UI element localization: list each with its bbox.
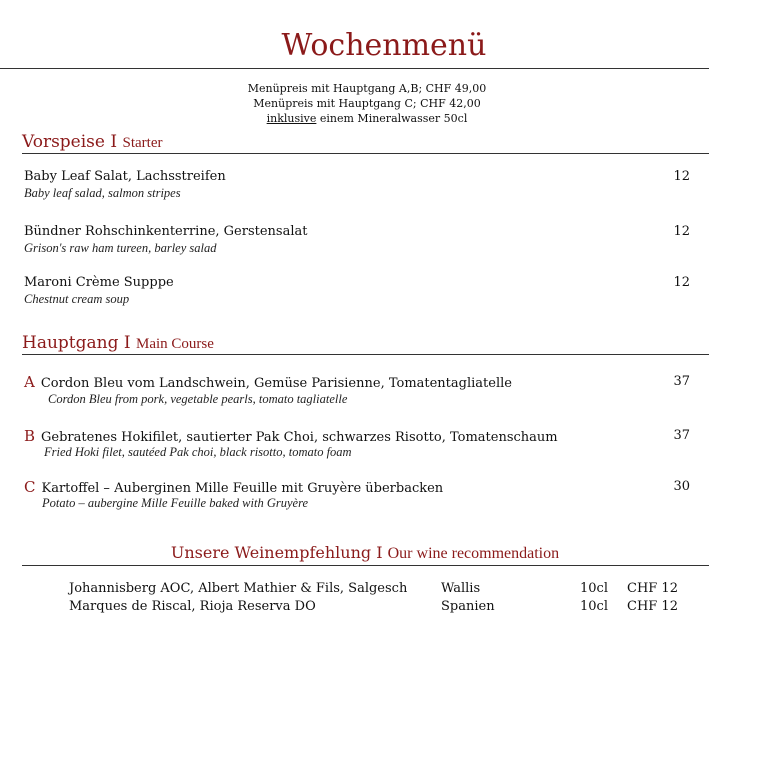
main-item-c-translation: Potato – aubergine Mille Feuille baked with Gruyère bbox=[42, 496, 309, 510]
pricing-line-included bbox=[0, 111, 734, 126]
starter-item-2-name: Bündner Rohschinkenterrine, Gerstensalat bbox=[24, 224, 308, 239]
main-item-b-letter: B bbox=[24, 427, 36, 445]
wine-1-size: 10cl bbox=[580, 581, 608, 596]
pricing-info bbox=[0, 81, 734, 126]
wine-1-region: Wallis bbox=[441, 581, 481, 596]
starter-item-3-name: Maroni Crème Supppe bbox=[24, 275, 174, 290]
starter-item-1-name: Baby Leaf Salat, Lachsstreifen bbox=[24, 169, 226, 184]
main-item-b-price: 37 bbox=[673, 428, 690, 443]
wine-heading-de: Unsere Weinempfehlung I bbox=[170, 543, 383, 562]
starter-heading-de: Vorspeise I bbox=[22, 132, 118, 152]
wine-2-size: 10cl bbox=[580, 599, 608, 614]
main-item-c-name bbox=[24, 478, 443, 496]
main-item-a-price: 37 bbox=[673, 374, 690, 389]
main-item-a-text: Cordon Bleu vom Landschwein, Gemüse Parisienne, Tomatentagliatelle bbox=[40, 376, 512, 391]
starter-item-2-translation: Grison's raw ham tureen, barley salad bbox=[24, 241, 217, 255]
main-divider bbox=[22, 354, 709, 355]
wine-heading-en: Our wine recommendation bbox=[387, 545, 560, 562]
menu-title: Wochenmenü bbox=[281, 28, 487, 63]
title-divider bbox=[0, 68, 709, 69]
main-heading bbox=[22, 333, 214, 353]
main-item-a-letter: A bbox=[24, 373, 35, 391]
starter-item-1-translation: Baby leaf salad, salmon stripes bbox=[24, 186, 181, 200]
main-heading-de: Hauptgang I bbox=[22, 333, 131, 353]
main-item-c-letter: C bbox=[24, 478, 36, 496]
wine-2-price: CHF 12 bbox=[627, 599, 678, 614]
starter-item-1-price: 12 bbox=[673, 169, 690, 184]
starter-heading bbox=[22, 132, 162, 152]
main-item-b-name bbox=[24, 427, 558, 445]
mineral-water-label: einem Mineralwasser 50cl bbox=[316, 112, 468, 125]
wine-2-region: Spanien bbox=[441, 599, 495, 614]
main-item-b-text: Gebratenes Hokifilet, sautierter Pak Choi, schwarzes Risotto, Tomatenschaum bbox=[41, 430, 558, 445]
main-item-b-translation: Fried Hoki filet, sautéed Pak choi, black risotto, tomato foam bbox=[44, 445, 352, 459]
main-item-c-text: Kartoffel – Auberginen Mille Feuille mit Gruyère überbacken bbox=[41, 481, 444, 496]
inclusive-label: inklusive bbox=[266, 112, 317, 125]
main-item-c-price: 30 bbox=[673, 479, 690, 494]
starter-item-3-price: 12 bbox=[673, 275, 690, 290]
wine-2-name: Marques de Riscal, Rioja Reserva DO bbox=[69, 599, 316, 614]
wine-1-price: CHF 12 bbox=[627, 581, 678, 596]
main-item-a-translation: Cordon Bleu from pork, vegetable pearls, tomato tagliatelle bbox=[48, 392, 348, 406]
starter-heading-en: Starter bbox=[122, 135, 163, 151]
main-heading-en: Main Course bbox=[136, 336, 214, 352]
pricing-line-ab: Menüpreis mit Hauptgang A,B; CHF 49,00 bbox=[247, 82, 487, 95]
wine-divider bbox=[22, 565, 709, 566]
wine-heading bbox=[0, 543, 730, 563]
starter-item-3-translation: Chestnut cream soup bbox=[24, 292, 130, 306]
pricing-line-c: Menüpreis mit Hauptgang C; CHF 42,00 bbox=[253, 97, 481, 110]
main-item-a-name bbox=[24, 373, 512, 391]
starter-divider bbox=[22, 153, 709, 154]
wine-1-name: Johannisberg AOC, Albert Mathier & Fils, Salgesch bbox=[69, 581, 408, 596]
starter-item-2-price: 12 bbox=[673, 224, 690, 239]
